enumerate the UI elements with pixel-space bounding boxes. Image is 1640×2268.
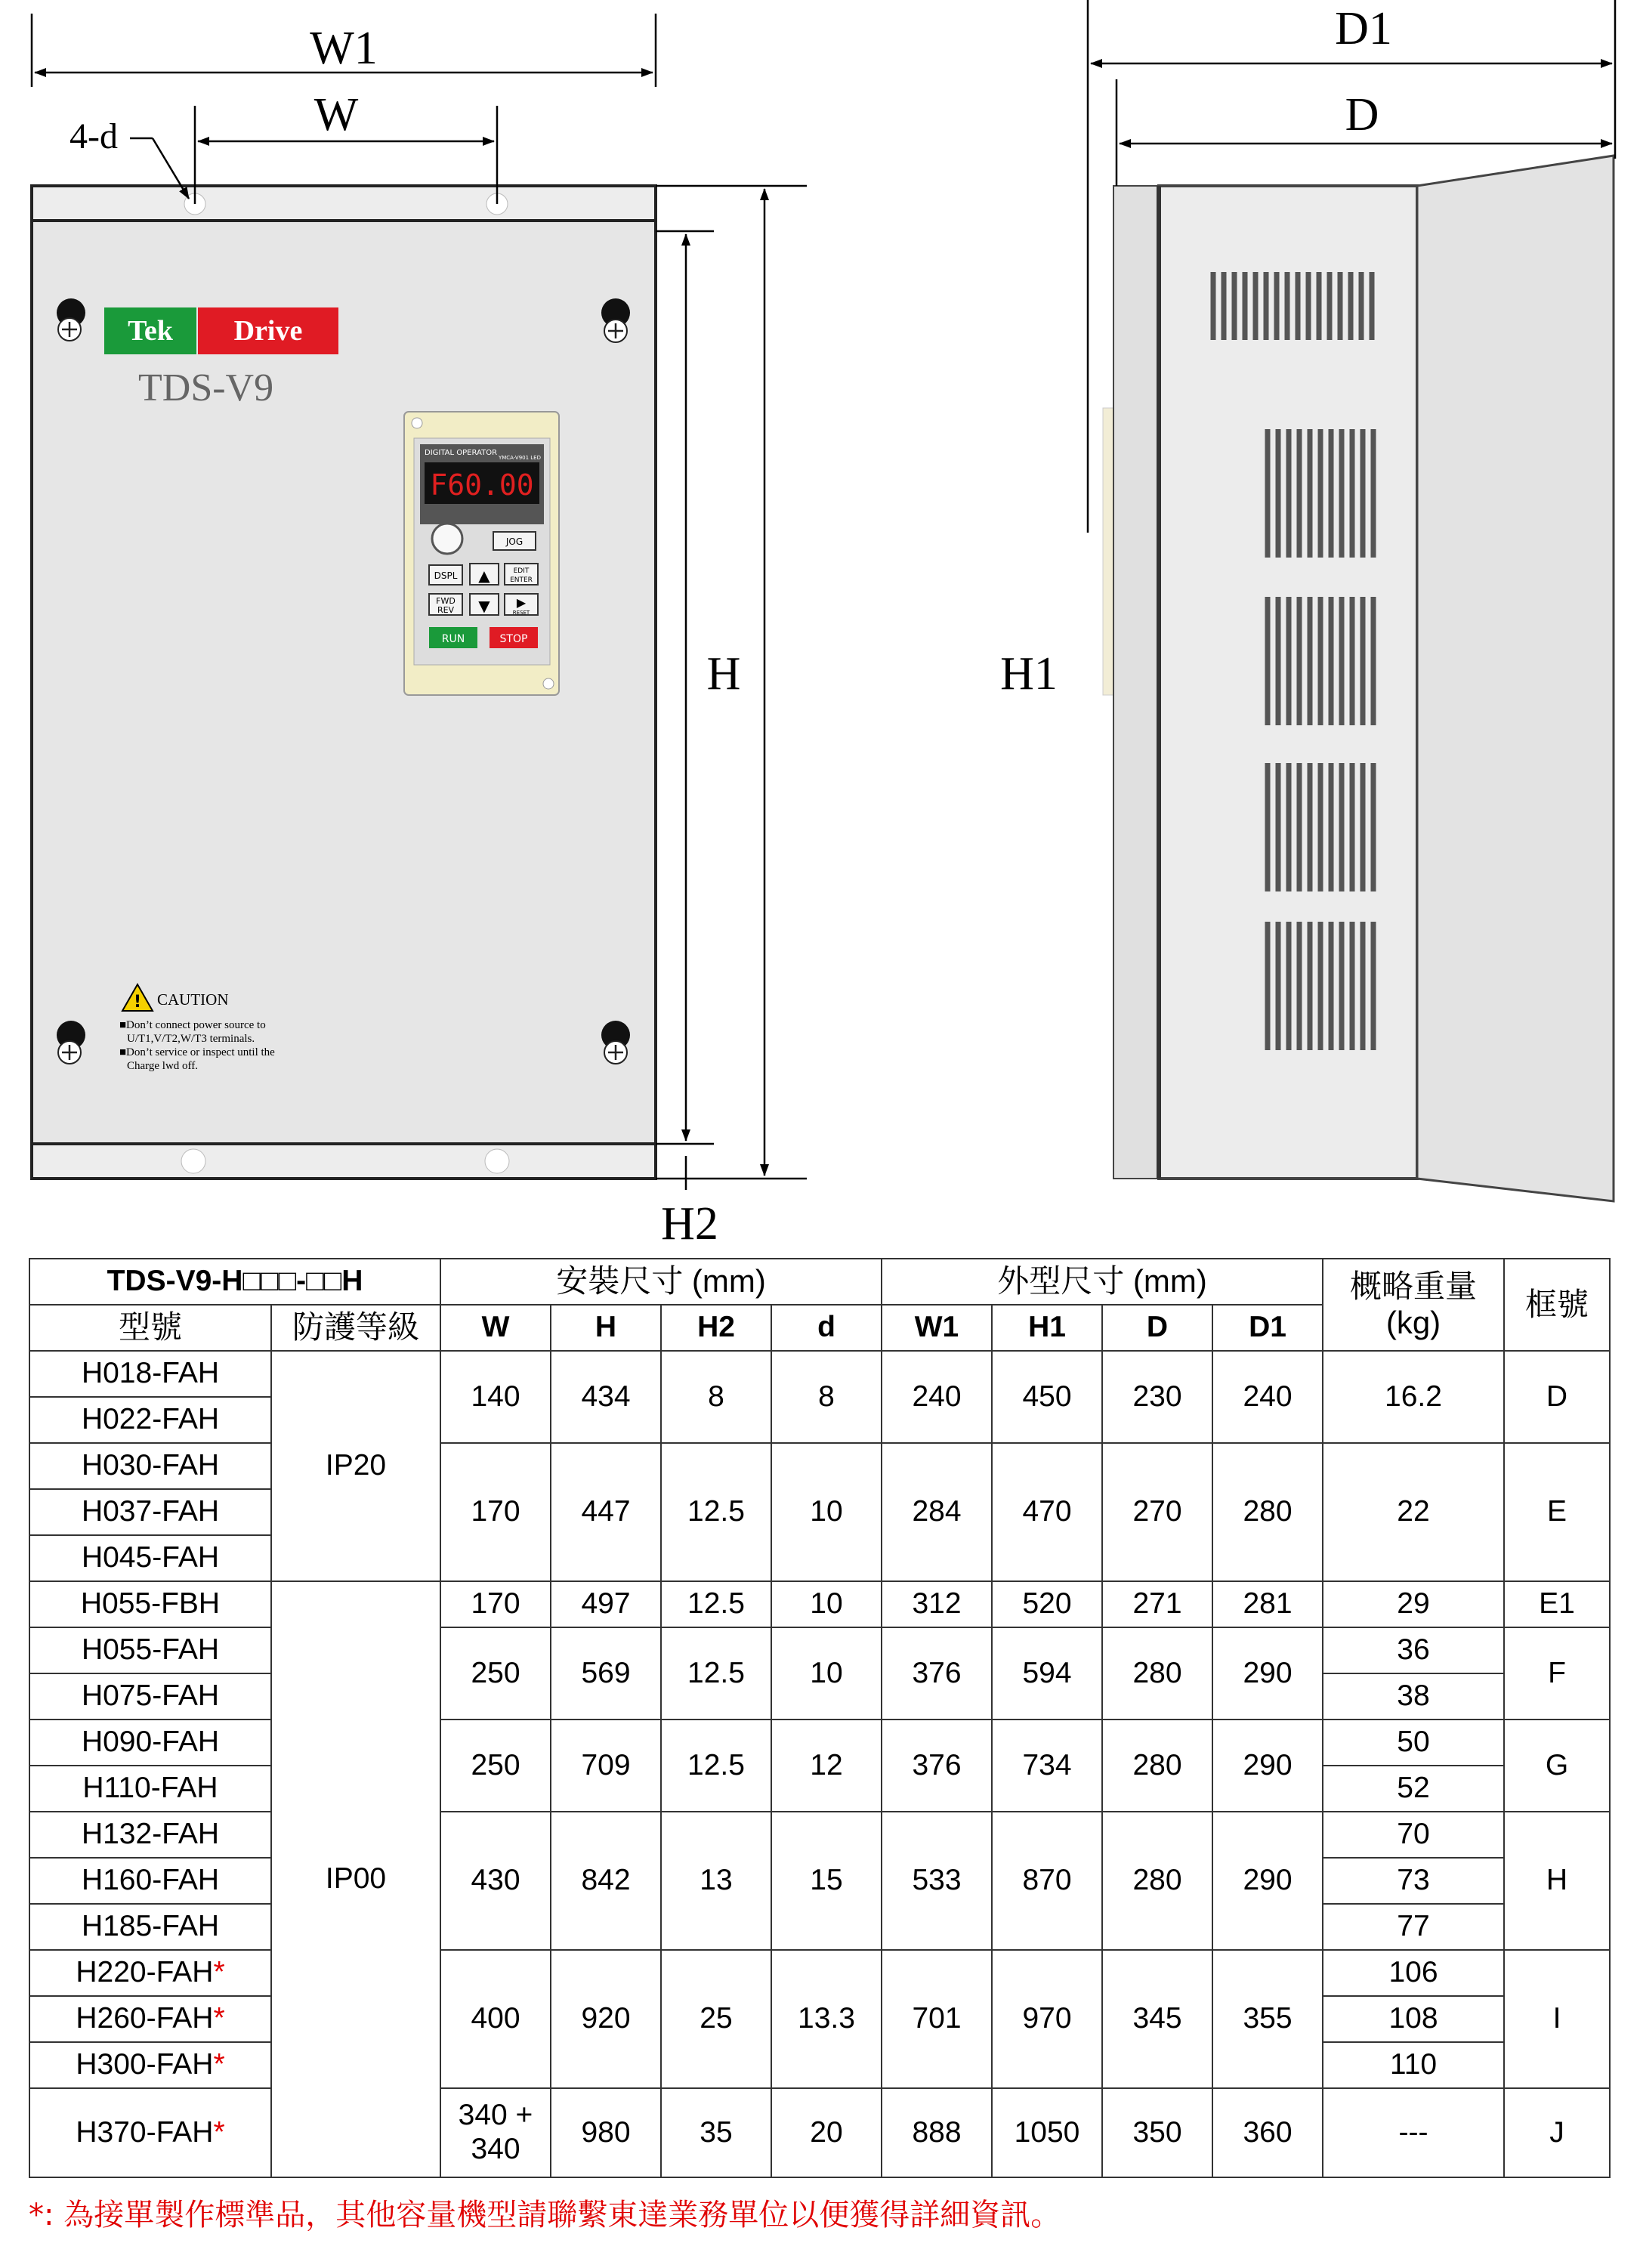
- d1-cell: 360: [1212, 2088, 1323, 2177]
- dd-cell: 271: [1102, 1581, 1212, 1627]
- digital-operator-keypad: [404, 412, 559, 695]
- protection-cell: IP00: [271, 1581, 440, 2177]
- w1-cell: 376: [882, 1627, 992, 1720]
- w1-cell: 376: [882, 1720, 992, 1812]
- table-row: [29, 1720, 1610, 1766]
- header-w: W: [440, 1305, 551, 1351]
- model-cell: H030-FAH: [29, 1443, 271, 1489]
- dd-cell: 280: [1102, 1627, 1212, 1720]
- h2-cell: 8: [661, 1351, 771, 1443]
- h1-cell: 970: [992, 1950, 1102, 2088]
- frame-cell: J: [1504, 2088, 1610, 2177]
- model-cell: H132-FAH: [29, 1812, 271, 1858]
- header-frame: 框號: [1504, 1259, 1610, 1351]
- side-view: [1103, 156, 1614, 1201]
- caution-title: CAUTION: [157, 990, 229, 1009]
- model-cell: H185-FAH: [29, 1904, 271, 1950]
- protection-cell: IP20: [271, 1351, 440, 1581]
- spec-table: [29, 1258, 1611, 2178]
- h-cell: 980: [551, 2088, 661, 2177]
- weight-cell: 50: [1323, 1720, 1504, 1766]
- caution-line-4: Charge lwd off.: [127, 1060, 199, 1072]
- edit-key-line1: EDIT: [513, 567, 530, 575]
- brand-logo: [104, 307, 338, 354]
- h1-cell: 594: [992, 1627, 1102, 1720]
- d1-cell: 240: [1212, 1351, 1323, 1443]
- table-row: [29, 1627, 1610, 1673]
- edit-key-line2: ENTER: [510, 576, 533, 584]
- w1-cell: 701: [882, 1950, 992, 2088]
- h2-cell: 13: [661, 1812, 771, 1950]
- dim-label-h1: H1: [1000, 648, 1058, 700]
- model-cell: H018-FAH: [29, 1351, 271, 1397]
- dim-label-4d: 4-d: [69, 116, 118, 156]
- header-d: d: [771, 1305, 882, 1351]
- screw-icon: [601, 1021, 630, 1064]
- d1-cell: 355: [1212, 1950, 1323, 2088]
- dim-label-w: W: [313, 89, 359, 141]
- w-cell: 430: [440, 1812, 551, 1950]
- weight-cell: 22: [1323, 1443, 1504, 1581]
- model-cell: H022-FAH: [29, 1397, 271, 1443]
- header-h1: H1: [992, 1305, 1102, 1351]
- table-row: [29, 1581, 1610, 1627]
- w-cell: 340 + 340: [440, 2088, 551, 2177]
- frame-cell: I: [1504, 1950, 1610, 2088]
- stop-key: STOP: [499, 633, 528, 645]
- w1-cell: 240: [882, 1351, 992, 1443]
- header-dd: D: [1102, 1305, 1212, 1351]
- right-key: ▶: [516, 595, 527, 610]
- caution-line-1: ■Don’t connect power source to: [119, 1019, 266, 1031]
- run-key: RUN: [441, 633, 465, 645]
- dd-cell: 230: [1102, 1351, 1212, 1443]
- weight-cell: ---: [1323, 2088, 1504, 2177]
- h2-cell: 12.5: [661, 1627, 771, 1720]
- h-cell: 920: [551, 1950, 661, 2088]
- table-header-row-1: [29, 1259, 1610, 1305]
- frame-cell: H: [1504, 1812, 1610, 1950]
- h2-cell: 12.5: [661, 1443, 771, 1581]
- frame-cell: E: [1504, 1443, 1610, 1581]
- up-key: ▲: [478, 567, 490, 585]
- h1-cell: 520: [992, 1581, 1102, 1627]
- w1-cell: 888: [882, 2088, 992, 2177]
- header-outline-dims: 外型尺寸 (mm): [882, 1259, 1323, 1305]
- d1-cell: 290: [1212, 1812, 1323, 1950]
- d-cell: 13.3: [771, 1950, 882, 2088]
- w1-cell: 284: [882, 1443, 992, 1581]
- table-row: [29, 1812, 1610, 1858]
- model-cell: H110-FAH: [29, 1766, 271, 1812]
- model-cell: H300-FAH*: [29, 2042, 271, 2088]
- down-key: ▼: [478, 597, 490, 615]
- model-cell: H370-FAH*: [29, 2088, 271, 2177]
- h1-cell: 450: [992, 1351, 1102, 1443]
- d-cell: 10: [771, 1443, 882, 1581]
- keypad-title: DIGITAL OPERATOR: [425, 449, 498, 457]
- table-row: [29, 1443, 1610, 1489]
- header-w1: W1: [882, 1305, 992, 1351]
- dim-label-w1: W1: [310, 23, 378, 74]
- weight-cell: 38: [1323, 1673, 1504, 1720]
- w-cell: 170: [440, 1443, 551, 1581]
- header-weight: 概略重量 (kg): [1323, 1259, 1504, 1351]
- dd-cell: 280: [1102, 1812, 1212, 1950]
- frame-cell: D: [1504, 1351, 1610, 1443]
- model-label: TDS-V9: [138, 366, 274, 409]
- w-cell: 250: [440, 1627, 551, 1720]
- d-cell: 8: [771, 1351, 882, 1443]
- d1-cell: 280: [1212, 1443, 1323, 1581]
- w1-cell: 533: [882, 1812, 992, 1950]
- d-cell: 12: [771, 1720, 882, 1812]
- header-protection: 防護等級: [271, 1305, 440, 1351]
- table-row: [29, 1950, 1610, 1996]
- dd-cell: 280: [1102, 1720, 1212, 1812]
- d1-cell: 281: [1212, 1581, 1323, 1627]
- weight-cell: 36: [1323, 1627, 1504, 1673]
- dspl-key: DSPL: [434, 570, 458, 581]
- h-cell: 842: [551, 1812, 661, 1950]
- h1-cell: 870: [992, 1812, 1102, 1950]
- jog-key: JOG: [505, 536, 524, 547]
- svg-text:!: !: [133, 993, 142, 1012]
- w1-cell: 312: [882, 1581, 992, 1627]
- d1-cell: 290: [1212, 1627, 1323, 1720]
- brand-text-tek: Tek: [128, 315, 173, 347]
- model-cell: H055-FAH: [29, 1627, 271, 1673]
- h-cell: 497: [551, 1581, 661, 1627]
- screw-icon: [601, 298, 630, 342]
- frame-cell: G: [1504, 1720, 1610, 1812]
- w-cell: 250: [440, 1720, 551, 1812]
- dim-label-h2: H2: [661, 1198, 718, 1250]
- frame-cell: F: [1504, 1627, 1610, 1720]
- dd-cell: 345: [1102, 1950, 1212, 2088]
- w-cell: 170: [440, 1581, 551, 1627]
- d-cell: 10: [771, 1627, 882, 1720]
- keypad-subtitle: YMCA-V901 LED: [498, 455, 541, 461]
- d-cell: 15: [771, 1812, 882, 1950]
- model-cell: H037-FAH: [29, 1489, 271, 1535]
- header-h2: H2: [661, 1305, 771, 1351]
- weight-cell: 108: [1323, 1996, 1504, 2042]
- w-cell: 400: [440, 1950, 551, 2088]
- model-cell: H160-FAH: [29, 1858, 271, 1904]
- header-h: H: [551, 1305, 661, 1351]
- h1-cell: 1050: [992, 2088, 1102, 2177]
- series-title: TDS-V9-H□□□-□□H: [29, 1259, 440, 1305]
- h-cell: 434: [551, 1351, 661, 1443]
- d1-cell: 290: [1212, 1720, 1323, 1812]
- weight-cell: 29: [1323, 1581, 1504, 1627]
- weight-cell: 70: [1323, 1812, 1504, 1858]
- header-install-dims: 安裝尺寸 (mm): [440, 1259, 882, 1305]
- h2-cell: 12.5: [661, 1581, 771, 1627]
- h2-cell: 12.5: [661, 1720, 771, 1812]
- h2-cell: 35: [661, 2088, 771, 2177]
- footnote: *: 為接單製作標準品，其他容量機型請聯繫東達業務單位以便獲得詳細資訊。: [29, 2198, 1061, 2232]
- h-cell: 447: [551, 1443, 661, 1581]
- caution-line-3: ■Don’t service or inspect until the: [119, 1046, 275, 1058]
- header-model: 型號: [29, 1305, 271, 1351]
- reset-key: RESET: [512, 610, 530, 616]
- keypad-display: F60.00: [430, 468, 534, 502]
- caution-line-2: U/T1,V/T2,W/T3 terminals.: [127, 1033, 255, 1045]
- weight-cell: 52: [1323, 1766, 1504, 1812]
- dim-label-d1: D1: [1335, 3, 1392, 54]
- model-cell: H045-FAH: [29, 1535, 271, 1581]
- h2-cell: 25: [661, 1950, 771, 2088]
- dd-cell: 270: [1102, 1443, 1212, 1581]
- frame-cell: E1: [1504, 1581, 1610, 1627]
- h-cell: 709: [551, 1720, 661, 1812]
- dim-label-d: D: [1345, 89, 1379, 141]
- fwd-key-line1: FWD: [436, 596, 456, 606]
- h1-cell: 470: [992, 1443, 1102, 1581]
- weight-cell: 106: [1323, 1950, 1504, 1996]
- model-cell: H220-FAH*: [29, 1950, 271, 1996]
- h-cell: 569: [551, 1627, 661, 1720]
- model-cell: H075-FAH: [29, 1673, 271, 1720]
- front-view: [32, 186, 656, 1179]
- dim-label-h: H: [706, 648, 741, 700]
- weight-cell: 110: [1323, 2042, 1504, 2088]
- header-d1: D1: [1212, 1305, 1323, 1351]
- brand-text-drive: Drive: [233, 315, 303, 347]
- d-cell: 10: [771, 1581, 882, 1627]
- w-cell: 140: [440, 1351, 551, 1443]
- weight-cell: 73: [1323, 1858, 1504, 1904]
- fwd-key-line2: REV: [437, 605, 455, 615]
- weight-cell: 77: [1323, 1904, 1504, 1950]
- model-cell: H260-FAH*: [29, 1996, 271, 2042]
- h1-cell: 734: [992, 1720, 1102, 1812]
- dd-cell: 350: [1102, 2088, 1212, 2177]
- table-row: [29, 1351, 1610, 1397]
- model-cell: H055-FBH: [29, 1581, 271, 1627]
- table-row: [29, 2088, 1610, 2177]
- weight-cell: 16.2: [1323, 1351, 1504, 1443]
- model-cell: H090-FAH: [29, 1720, 271, 1766]
- d-cell: 20: [771, 2088, 882, 2177]
